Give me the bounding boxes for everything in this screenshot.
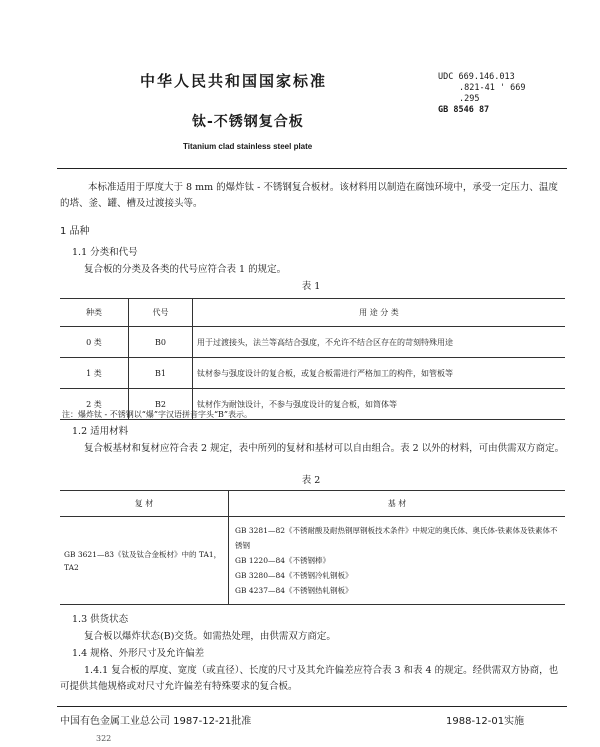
table-1-caption: 表 1 [301,281,321,292]
table-1-cell-type: 0 类 [60,327,129,358]
section-1-1-heading: 1.1 分类和代号 [72,247,138,258]
table-1-note: 注：爆炸钛 - 不锈钢以“爆”字汉语拼音字头“B”表示。 [62,410,253,419]
table-1-row [60,358,565,389]
section-1-2-heading: 1.2 适用材料 [72,426,129,437]
section-1-3-text: 复合板以爆炸状态(B)交货。如需热处理，由供需双方商定。 [84,631,336,642]
section-1-3-heading: 1.3 供货状态 [72,614,129,625]
udc-block [438,72,526,116]
section-1-1-text: 复合板的分类及各类的代号应符合表 1 的规定。 [84,264,287,275]
table-2-caption: 表 2 [301,475,321,486]
udc-line-2: .821-41 ' 669 [459,83,526,93]
table-1-row [60,327,565,358]
approval-text: 中国有色金属工业总公司 1987-12-21批准 [60,716,252,727]
section-1-4-1-text: 1.4.1 复合板的厚度、宽度（或直径）、长度的尺寸及其允许偏差应符合表 3 和表 4 的规定。经供需双方协商，也可提供其他规格或对尺寸允许偏差有特殊要求的复合板。 [60,665,559,692]
intro-paragraph: 本标准适用于厚度大于 8 mm 的爆炸钛 - 不锈钢复合板材。该材料用以制造在腐蚀环境中，承受一定压力、温度的塔、釜、罐、槽及过渡接头等。 [60,182,558,209]
table-2-header-fucai: 复 材 [60,491,229,517]
table-1 [60,298,565,420]
section-1-heading: 1 品种 [60,226,90,237]
table-2-cell-jicai [229,517,566,605]
standard-title: 中华人民共和国国家标准 [140,72,328,90]
udc-line-3: .295 [459,94,480,104]
section-1-2-text: 复合板基材和复材应符合表 2 规定，表中所列的复材和基材可以自由组合。表 2 以外的材料，可由供需双方商定。 [84,443,565,454]
page-number: 322 [96,734,112,743]
table-1-header-code: 代号 [129,299,193,327]
gb-code: GB 8546 87 [438,105,490,115]
table-1-cell-type: 1 类 [60,358,129,389]
table-1-cell-code: B0 [129,327,193,358]
table-1-cell-usage: 用于过渡接头，法兰等高结合强度，不允许不结合区存在的苛刻特殊用途 [193,327,566,358]
footer-rule [57,706,567,707]
table-2-cell-fucai: GB 3621—83《钛及钛合金板材》中的 TA1，TA2 [60,517,229,605]
section-1-4-heading: 1.4 规格、外形尺寸及允许偏差 [72,648,205,659]
table-2-jicai-item: GB 3280—84《不锈钢冷轧钢板》 [235,571,353,580]
doc-title-en: Titanium clad stainless steel plate [183,142,313,151]
table-2-jicai-item: GB 3281—82《不锈耐酸及耐热钢厚钢板技术条件》中规定的奥氏体、奥氏体-铁素体及铁素体不锈钢 [235,526,558,550]
udc-line-1: UDC 669.146.013 [438,72,515,82]
header-rule [57,168,567,169]
table-2-jicai-item: GB 1220—84《不锈钢棒》 [235,556,331,565]
table-2 [60,490,565,605]
table-2-jicai-item: GB 4237—84《不锈钢热轧钢板》 [235,586,353,595]
table-2-header-jicai: 基 材 [229,491,566,517]
table-1-header-usage: 用 途 分 类 [193,299,566,327]
doc-title: 钛-不锈钢复合板 [192,114,304,130]
table-1-header-type: 种类 [60,299,129,327]
implementation-text: 1988-12-01实施 [446,716,525,727]
table-1-cell-code: B1 [129,358,193,389]
table-1-cell-type: 2 类 [60,389,129,420]
table-1-cell-usage: 钛材作为耐蚀设计，不参与强度设计的复合板，如筒体等 [193,389,566,420]
table-1-cell-code: B2 [129,389,193,420]
table-1-cell-usage: 钛材参与强度设计的复合板，或复合板需进行严格加工的构件，如管板等 [193,358,566,389]
